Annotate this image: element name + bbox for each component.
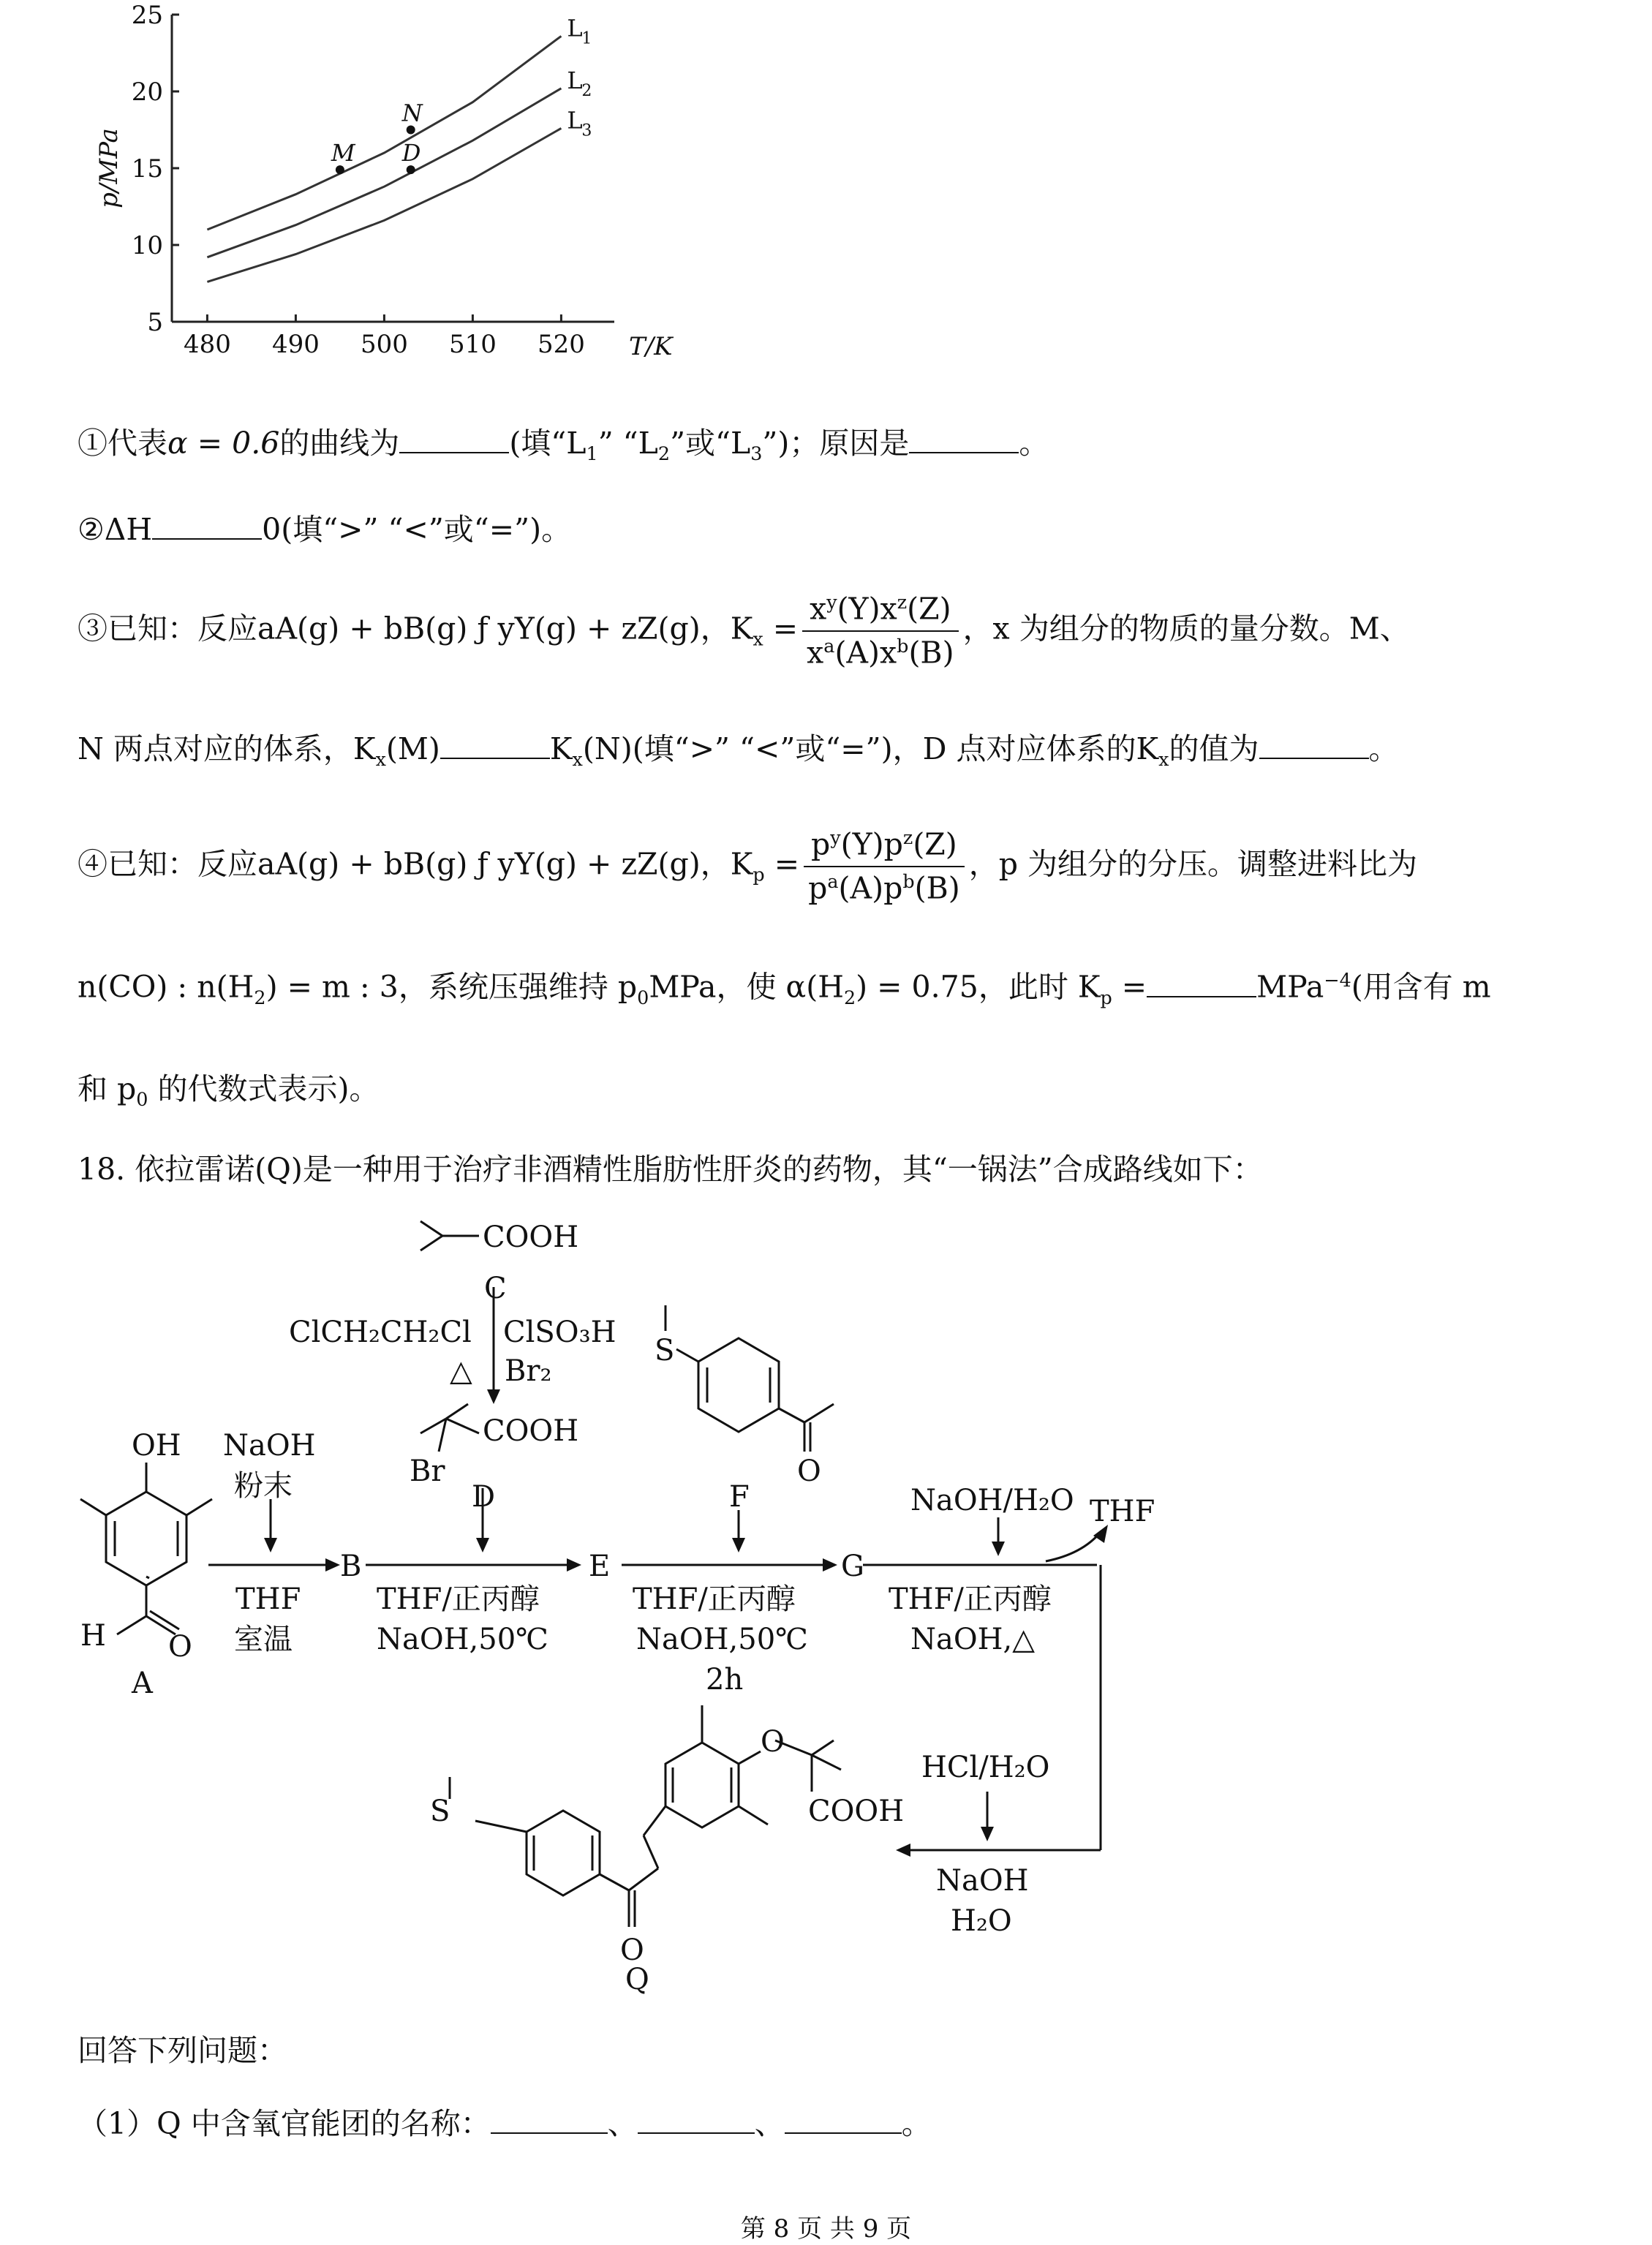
- q-right-ring: [665, 1743, 739, 1827]
- synthesis-scheme: [0, 1214, 1652, 2011]
- answer-intro: 回答下列问题：: [78, 2033, 287, 2068]
- question-17-part3: ③已知：反应aA(g) + bB(g) ƒ yY(g) + zZ(g)，$K_x$ = $\frac{x^y(Y)x^z(Z)}{x^a(A)x^b(B)}$ ，x 为组分的物质的量分数。M、: [78, 591, 1410, 671]
- x-tick-label: 490: [271, 330, 320, 359]
- y-tick-label: 5: [147, 308, 163, 337]
- question-18-stem: 18. 依拉雷诺(Q)是一种用于治疗非酒精性脂肪性肝炎的药物，其“一锅法”合成路线如下：: [78, 1152, 1263, 1187]
- a-h-label: H: [80, 1619, 106, 1653]
- x-tick-label: 480: [183, 330, 231, 359]
- point-label: D: [401, 139, 421, 167]
- r1-top2: 粉末: [234, 1469, 293, 1503]
- question-17-part4b: n(CO) : $n(H_2) = m$ : 3，系统压强维持 $p_0MPa$，使 $\alpha(H_2) = 0.75$，此时 $K_p = MPa^{-4}$(用含有 m: [78, 969, 1491, 1008]
- r2-bot1: THF/正丙醇: [377, 1582, 540, 1616]
- r3-bot1: THF/正丙醇: [633, 1582, 796, 1616]
- question-17-part4c: 和 $p_0$ 的代数式表示)。: [78, 1071, 380, 1111]
- answer-blank[interactable]: [399, 427, 509, 453]
- answer-blank[interactable]: [152, 513, 262, 540]
- answer-blank[interactable]: [638, 2108, 755, 2134]
- r5-bot1: NaOH: [936, 1864, 1029, 1898]
- r1-bot1: THF: [235, 1582, 301, 1616]
- r5-top: HCl/H₂O: [921, 1751, 1050, 1784]
- e-label: E: [589, 1550, 611, 1583]
- answer-blank[interactable]: [1147, 971, 1256, 997]
- answer-blank[interactable]: [440, 733, 550, 759]
- series-label: L: [567, 66, 583, 94]
- q-label: Q: [625, 1963, 649, 1996]
- answer-blank[interactable]: [491, 2108, 608, 2134]
- cond-c-right2: Br₂: [505, 1354, 552, 1388]
- r4-top: NaOH/H₂O: [910, 1484, 1074, 1517]
- y-tick-label: 25: [131, 1, 163, 30]
- a-oh-label: OH: [132, 1429, 181, 1463]
- series-line: [207, 128, 561, 282]
- d-cooh-label: COOH: [483, 1414, 579, 1448]
- answer-blank[interactable]: [1259, 733, 1369, 759]
- f-o-label: O: [797, 1454, 821, 1488]
- series-label: L: [567, 106, 583, 135]
- y-tick-label: 10: [131, 231, 163, 260]
- q-o2-label: O: [761, 1725, 785, 1759]
- series-label: L: [567, 14, 583, 42]
- q-left-ring: [527, 1811, 600, 1895]
- point-label: M: [331, 139, 355, 167]
- r2-bot2: NaOH,50℃: [377, 1623, 548, 1656]
- kp-fraction: $\frac{p^y(Y)p^z(Z)}{p^a(A)p^b(B)}$: [804, 826, 965, 907]
- series-label-sub: 1: [581, 29, 592, 48]
- series-label-sub: 2: [581, 81, 592, 100]
- point-label: N: [401, 99, 423, 127]
- r1-top1: NaOH: [223, 1429, 316, 1463]
- r1-bot2: 室温: [234, 1623, 293, 1656]
- f-label: F: [729, 1480, 750, 1514]
- question-17-part3b: N 两点对应的体系，$K_x(M)$ $K_x(N)$(填“>” “<”或“=”)，D 点对应体系的$K_x$的值为 。: [78, 731, 1399, 771]
- series-line: [207, 88, 561, 257]
- cond-c-left: ClCH₂CH₂Cl: [289, 1316, 472, 1349]
- y-tick-label: 15: [131, 154, 163, 184]
- y-tick-label: 20: [131, 78, 163, 107]
- f-s-label: S: [655, 1334, 675, 1367]
- r5-bot2: H₂O: [951, 1904, 1012, 1938]
- b-label: B: [340, 1550, 362, 1583]
- f-ring: [698, 1338, 779, 1432]
- q-o1-label: O: [620, 1933, 644, 1967]
- r4-bot2: NaOH,△: [910, 1623, 1035, 1656]
- kx-fraction: $\frac{x^y(Y)x^z(Z)}{x^a(A)x^b(B)}$: [802, 591, 958, 671]
- series-line: [207, 36, 561, 230]
- cond-c-right1: ClSO₃H: [503, 1316, 616, 1349]
- r4-bot1: THF/正丙醇: [889, 1582, 1052, 1616]
- page-footer: 第 8 页 共 9 页: [740, 2214, 912, 2244]
- answer-blank[interactable]: [785, 2108, 902, 2134]
- c-label: C: [484, 1272, 507, 1305]
- pressure-temperature-chart: [94, 0, 673, 380]
- q-cooh-label: COOH: [808, 1795, 905, 1828]
- a-label: A: [132, 1667, 153, 1700]
- d-br-label: Br: [410, 1454, 445, 1488]
- question-17-part2: ②ΔH 0(填“>” “<”或“=”)。: [78, 512, 572, 547]
- x-tick-label: 510: [448, 330, 497, 359]
- a-ring: [106, 1492, 186, 1585]
- question-17-part4: ④已知：反应aA(g) + bB(g) ƒ yY(g) + zZ(g)，$K_p$ = $\frac{p^y(Y)p^z(Z)}{p^a(A)p^b(B)}$ ，p 为组分的分压。调整进料比为: [78, 826, 1418, 906]
- cond-c-heat: △: [450, 1354, 472, 1388]
- r3-bot3: 2h: [706, 1663, 744, 1697]
- sub-question-1: （1）Q 中含氧官能团的名称： 、 、 。: [78, 2106, 932, 2141]
- x-axis-label: T/K: [629, 332, 673, 361]
- q-s-label: S: [430, 1795, 450, 1828]
- question-17-part1: ①代表α = 0.6的曲线为 (填“$L_1$” “$L_2$”或“$L_3$”)；原因是 。: [78, 426, 1049, 465]
- c-structure: [420, 1221, 442, 1250]
- x-tick-label: 520: [537, 330, 585, 359]
- answer-blank[interactable]: [909, 427, 1019, 453]
- d-label: D: [472, 1480, 496, 1514]
- a-o-label: O: [168, 1630, 192, 1664]
- c-cooh-label: COOH: [483, 1220, 579, 1254]
- r3-bot2: NaOH,50℃: [636, 1623, 808, 1656]
- r4-thf: THF: [1090, 1495, 1155, 1528]
- x-tick-label: 500: [360, 330, 408, 359]
- series-label-sub: 3: [581, 121, 592, 140]
- y-axis-label: p/MPa: [94, 128, 124, 208]
- g-label: G: [841, 1550, 864, 1583]
